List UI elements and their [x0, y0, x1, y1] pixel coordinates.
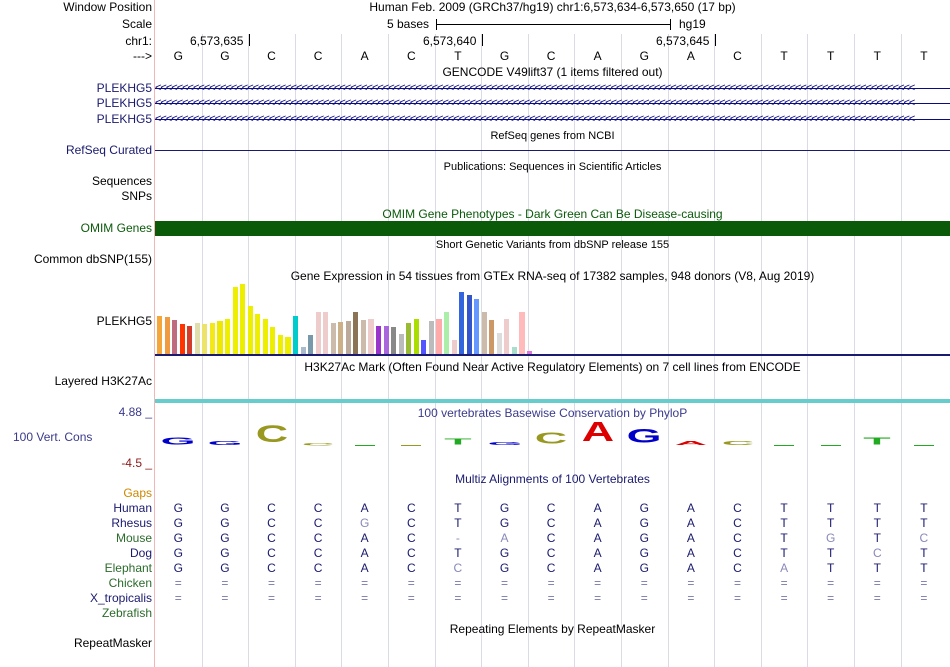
multiz-base: A	[686, 531, 695, 545]
multiz-base: A	[593, 531, 602, 545]
multiz-base: =	[547, 576, 555, 590]
multiz-base: C	[313, 561, 323, 575]
refseq-gene-line[interactable]	[155, 150, 950, 151]
refseq-track-title[interactable]: RefSeq genes from NCBI	[490, 130, 615, 142]
multiz-base: G	[173, 546, 183, 560]
multiz-base: =	[687, 576, 695, 590]
phylop-logo-letter: G	[626, 425, 662, 447]
window-position-value[interactable]: Human Feb. 2009 (GRCh37/hg19) chr1:6,573,634-6,573,650 (17 bp)	[369, 0, 736, 14]
multiz-base: C	[546, 501, 556, 515]
gtex-tissue-bar[interactable]	[346, 321, 351, 354]
multiz-base: =	[221, 576, 229, 590]
multiz-species-label[interactable]: Human	[113, 501, 152, 515]
multiz-base: G	[220, 546, 230, 560]
sequence-base: C	[546, 49, 556, 63]
gtex-tissue-bar[interactable]	[263, 319, 268, 354]
gtex-tissue-bar[interactable]	[157, 316, 162, 355]
gtex-tissue-bar[interactable]	[338, 322, 343, 354]
multiz-base: C	[546, 561, 556, 575]
multiz-base: C	[733, 561, 742, 575]
gtex-tissue-bar[interactable]	[399, 334, 404, 354]
phylop-logo-letter: G	[487, 441, 522, 447]
gtex-tissue-bar[interactable]	[202, 324, 207, 354]
gtex-tissue-bar[interactable]	[195, 323, 200, 355]
multiz-base: =	[361, 591, 369, 605]
gtex-tissue-bar[interactable]	[308, 335, 313, 354]
multiz-base: G	[639, 516, 649, 530]
multiz-species-label[interactable]: Mouse	[115, 531, 152, 545]
multiz-base: C	[919, 531, 929, 545]
gtex-tissue-bar[interactable]	[459, 292, 464, 354]
multiz-base: T	[920, 501, 928, 515]
gtex-tissue-bar[interactable]	[187, 326, 192, 354]
multiz-base: C	[546, 546, 556, 560]
multiz-base: A	[686, 516, 695, 530]
multiz-base: T	[780, 516, 788, 530]
gtex-tissue-bar[interactable]	[452, 340, 457, 354]
omim-track-title[interactable]: OMIM Gene Phenotypes - Dark Green Can Be Disease-causing	[382, 207, 723, 221]
gtex-tissue-bar[interactable]	[165, 317, 170, 354]
snps-label[interactable]: SNPs	[121, 189, 152, 203]
multiz-base: T	[873, 531, 881, 545]
multiz-base: A	[360, 501, 369, 515]
multiz-base: A	[500, 531, 509, 545]
multiz-base: =	[267, 576, 275, 590]
gtex-tissue-bar[interactable]	[361, 320, 366, 354]
gtex-tissue-bar[interactable]	[172, 320, 177, 354]
omim-genes-label[interactable]: OMIM Genes	[80, 221, 152, 235]
strand-arrow-label: --->	[133, 49, 152, 63]
multiz-base: =	[267, 591, 275, 605]
gtex-tissue-bar[interactable]	[316, 312, 321, 354]
h3k27ac-label[interactable]: Layered H3K27Ac	[54, 374, 152, 388]
gtex-tissue-bar[interactable]	[240, 284, 245, 354]
phylop-conservation-logo[interactable]	[155, 416, 950, 460]
position-tick-3: 6,573,645	[656, 34, 710, 48]
multiz-base: =	[733, 576, 741, 590]
multiz-base: A	[593, 501, 602, 515]
multiz-base: =	[920, 576, 928, 590]
sequence-base: T	[920, 49, 928, 63]
multiz-base: =	[174, 591, 182, 605]
sequence-base: T	[873, 49, 881, 63]
multiz-base: =	[687, 591, 695, 605]
gtex-tissue-bar[interactable]	[278, 335, 283, 354]
multiz-base: G	[173, 531, 183, 545]
gtex-tissue-bar[interactable]	[406, 323, 411, 355]
sequence-base: A	[360, 49, 369, 63]
multiz-base: C	[313, 501, 323, 515]
dbsnp-label[interactable]: Common dbSNP(155)	[33, 252, 152, 266]
gtex-tissue-bar[interactable]	[421, 340, 426, 354]
gencode-item-label-3[interactable]: PLEKHG5	[96, 112, 152, 126]
phylop-logo-letter: A	[674, 440, 708, 447]
multiz-base: C	[267, 561, 276, 575]
multiz-base: T	[780, 531, 788, 545]
chrom-label: chr1:	[125, 34, 152, 48]
gencode-item-label-2[interactable]: PLEKHG5	[96, 96, 152, 110]
gtex-tissue-bar[interactable]	[519, 312, 524, 354]
gtex-tissue-bar[interactable]	[512, 347, 517, 354]
position-tick-mark-3	[715, 34, 716, 46]
multiz-base: =	[780, 591, 788, 605]
multiz-base: =	[920, 591, 928, 605]
multiz-base: T	[454, 546, 462, 560]
multiz-base: =	[873, 576, 881, 590]
multiz-species-label[interactable]: Zebrafish	[101, 606, 152, 620]
sequence-base: C	[733, 49, 742, 63]
multiz-base: C	[733, 531, 742, 545]
multiz-base: A	[780, 561, 789, 575]
phylop-logo-letter: G	[207, 440, 243, 447]
multiz-base: G	[220, 501, 230, 515]
multiz-base: T	[827, 501, 835, 515]
gencode-transcript-2[interactable]: <<<<<<<<<<<<<<<<<<<<<<<<<<<<<<<<<<<<<<<<<<<<<<<<<<<<<<<<<<<<<<<<<<<<<<<<<<<<<<<<<<<<<<<<<<<<<<<<<<<<<<<<<<<<<<<<<<<<<<<<<<<<<<<<<<<<<<<<<<<<	[155, 96, 950, 111]
gencode-transcript-3[interactable]: <<<<<<<<<<<<<<<<<<<<<<<<<<<<<<<<<<<<<<<<<<<<<<<<<<<<<<<<<<<<<<<<<<<<<<<<<<<<<<<<<<<<<<<<<<<<<<<<<<<<<<<<<<<<<<<<<<<<<<<<<<<<<<<<<<<<<<<<<<<<	[155, 112, 950, 127]
multiz-base: A	[593, 561, 602, 575]
phylop-min-value: -4.5 _	[121, 456, 152, 470]
multiz-base: A	[593, 546, 602, 560]
gtex-tissue-bar[interactable]	[217, 321, 222, 354]
multiz-base: G	[639, 561, 649, 575]
phylop-logo-letter	[355, 445, 375, 446]
multiz-base: G	[499, 516, 510, 530]
multiz-base: =	[174, 576, 182, 590]
multiz-species-label[interactable]: Elephant	[104, 561, 152, 575]
multiz-base: C	[267, 531, 276, 545]
multiz-base: T	[873, 561, 881, 575]
position-tick-mark-1	[249, 34, 250, 46]
scale-assembly: hg19	[679, 17, 706, 31]
gtex-tissue-bar[interactable]	[444, 312, 449, 354]
gtex-tissue-bar[interactable]	[255, 314, 260, 354]
phylop-logo-letter	[774, 445, 794, 446]
gtex-tissue-bar[interactable]	[368, 319, 373, 354]
repeatmasker-label[interactable]: RepeatMasker	[73, 636, 152, 650]
gencode-item-label-1[interactable]: PLEKHG5	[96, 81, 152, 95]
gtex-gene-label[interactable]: PLEKHG5	[96, 314, 152, 328]
repeatmasker-track-title[interactable]: Repeating Elements by RepeatMasker	[449, 622, 656, 636]
phylop-logo-letter: T	[444, 437, 472, 447]
multiz-base: =	[640, 576, 648, 590]
multiz-base: A	[686, 561, 695, 575]
multiz-species-label[interactable]: Rhesus	[111, 516, 152, 530]
multiz-base: T	[827, 516, 835, 530]
phylop-logo-letter	[821, 445, 841, 446]
multiz-base: T	[827, 561, 835, 575]
multiz-base: T	[873, 516, 881, 530]
gtex-tissue-bar[interactable]	[285, 337, 290, 355]
gtex-tissue-bar[interactable]	[482, 312, 487, 354]
multiz-base: T	[827, 546, 835, 560]
scale-bar-right	[670, 19, 671, 30]
multiz-base: T	[454, 516, 462, 530]
gtex-tissue-bar[interactable]	[331, 323, 336, 355]
gtex-tissue-bar[interactable]	[323, 312, 328, 354]
sequences-label[interactable]: Sequences	[91, 174, 152, 188]
multiz-base: T	[780, 501, 788, 515]
sequence-base: T	[780, 49, 788, 63]
phylop-logo-letter: C	[255, 420, 288, 447]
multiz-base: G	[499, 561, 510, 575]
gtex-track-title[interactable]: Gene Expression in 54 tissues from GTEx RNA-seq of 17382 samples, 948 donors (V8, Aug 2019)	[290, 269, 815, 283]
multiz-base: G	[360, 516, 370, 530]
phylop-logo-letter: C	[301, 442, 335, 447]
gtex-tissue-bar[interactable]	[414, 319, 419, 354]
sequence-base: A	[593, 49, 602, 63]
multiz-base: G	[639, 531, 649, 545]
multiz-base: A	[360, 561, 369, 575]
multiz-base: G	[173, 501, 183, 515]
sequence-base: T	[454, 49, 462, 63]
multiz-base: =	[594, 576, 602, 590]
gtex-tissue-bar[interactable]	[489, 320, 494, 354]
multiz-base: G	[220, 516, 230, 530]
multiz-base: -	[455, 531, 460, 545]
multiz-base: G	[826, 531, 836, 545]
gtex-tissue-bar[interactable]	[504, 319, 509, 354]
phylop-logo-letter	[914, 445, 934, 446]
multiz-base: C	[406, 531, 416, 545]
multiz-base: =	[873, 591, 881, 605]
multiz-base: C	[313, 516, 323, 530]
multiz-base: G	[220, 531, 230, 545]
sequence-base: T	[827, 49, 835, 63]
multiz-base: =	[361, 576, 369, 590]
h3k27ac-track-title[interactable]: H3K27Ac Mark (Often Found Near Active Regulatory Elements) on 7 cell lines from ENCODE	[304, 360, 801, 374]
multiz-base: C	[733, 501, 742, 515]
multiz-track-title[interactable]: Multiz Alignments of 100 Vertebrates	[455, 472, 650, 486]
multiz-base: G	[639, 546, 649, 560]
sequence-base: C	[313, 49, 323, 63]
multiz-base: T	[920, 516, 928, 530]
sequence-base: G	[220, 49, 230, 63]
multiz-base: C	[733, 546, 742, 560]
gtex-tissue-bar[interactable]	[391, 327, 396, 354]
multiz-base: T	[873, 501, 881, 515]
multiz-base: T	[780, 546, 788, 560]
multiz-base: =	[314, 591, 322, 605]
multiz-base: C	[313, 531, 323, 545]
gencode-track-title[interactable]: GENCODE V49lift37 (1 items filtered out)	[442, 65, 663, 79]
h3k27ac-signal[interactable]	[155, 399, 950, 403]
multiz-base: =	[640, 591, 648, 605]
gtex-tissue-bar[interactable]	[233, 287, 238, 354]
multiz-base: C	[267, 516, 276, 530]
phylop-logo-letter: C	[534, 429, 568, 447]
phylop-max-value: 4.88 _	[118, 405, 152, 419]
gtex-tissue-bar[interactable]	[301, 347, 306, 354]
phylop-logo-letter: G	[160, 435, 196, 447]
multiz-species-label[interactable]: Dog	[129, 546, 152, 560]
multiz-base: G	[499, 501, 510, 515]
multiz-base: C	[546, 516, 556, 530]
multiz-base: C	[267, 501, 276, 515]
multiz-base: G	[173, 561, 183, 575]
sequence-base: G	[639, 49, 649, 63]
multiz-base: =	[827, 576, 835, 590]
multiz-base: T	[454, 501, 462, 515]
gencode-transcript-1[interactable]: <<<<<<<<<<<<<<<<<<<<<<<<<<<<<<<<<<<<<<<<<<<<<<<<<<<<<<<<<<<<<<<<<<<<<<<<<<<<<<<<<<<<<<<<<<<<<<<<<<<<<<<<<<<<<<<<<<<<<<<<<<<<<<<<<<<<<<<<<<<<	[155, 81, 950, 96]
multiz-gaps-label[interactable]: Gaps	[123, 486, 152, 500]
sequence-base: C	[267, 49, 276, 63]
multiz-base: A	[360, 546, 369, 560]
multiz-base: T	[920, 561, 928, 575]
gtex-tissue-bar[interactable]	[180, 324, 185, 354]
window-position-label: Window Position	[63, 0, 152, 14]
multiz-base: =	[314, 576, 322, 590]
multiz-base: =	[547, 591, 555, 605]
multiz-base: A	[686, 546, 695, 560]
gtex-tissue-bar[interactable]	[225, 319, 230, 354]
gtex-tissue-bar[interactable]	[474, 299, 479, 354]
multiz-base: =	[221, 591, 229, 605]
gtex-tissue-bar[interactable]	[467, 295, 472, 355]
scale-bar	[436, 24, 670, 25]
multiz-base: =	[407, 591, 415, 605]
multiz-species-label[interactable]: Chicken	[108, 576, 152, 590]
multiz-base: G	[173, 516, 183, 530]
multiz-base: =	[733, 591, 741, 605]
multiz-base: =	[827, 591, 835, 605]
multiz-base: C	[453, 561, 463, 575]
multiz-base: G	[499, 546, 510, 560]
multiz-base: C	[313, 546, 323, 560]
gtex-tissue-bar[interactable]	[429, 321, 434, 354]
sequence-base: C	[406, 49, 416, 63]
publications-track-title[interactable]: Publications: Sequences in Scientific Articles	[443, 161, 662, 173]
multiz-base: G	[220, 561, 230, 575]
multiz-base: A	[360, 531, 369, 545]
position-tick-1: 6,573,635	[190, 34, 244, 48]
multiz-base: =	[500, 591, 508, 605]
sequence-base: G	[499, 49, 510, 63]
phylop-logo-letter	[401, 445, 421, 446]
multiz-species-label[interactable]: X_tropicalis	[89, 591, 152, 605]
position-tick-2: 6,573,640	[423, 34, 477, 48]
dbsnp-track-title[interactable]: Short Genetic Variants from dbSNP release 155	[435, 239, 670, 251]
multiz-base: C	[872, 546, 882, 560]
gtex-tissue-bar[interactable]	[497, 333, 502, 354]
multiz-base: C	[406, 546, 416, 560]
multiz-base: C	[406, 516, 416, 530]
sequence-base: G	[173, 49, 183, 63]
gtex-gene-line	[155, 354, 950, 356]
gtex-tissue-bar[interactable]	[248, 306, 253, 354]
refseq-curated-label[interactable]: RefSeq Curated	[65, 143, 152, 157]
multiz-base: C	[267, 546, 276, 560]
multiz-base: A	[686, 501, 695, 515]
phylop-label[interactable]: 100 Vert. Cons	[13, 430, 93, 444]
multiz-base: C	[546, 531, 556, 545]
phylop-logo-letter: C	[721, 440, 754, 447]
gtex-tissue-bar[interactable]	[353, 312, 358, 354]
multiz-base: =	[500, 576, 508, 590]
sequence-base: A	[686, 49, 695, 63]
multiz-base: C	[406, 561, 416, 575]
multiz-base: =	[454, 576, 462, 590]
multiz-base: A	[593, 516, 602, 530]
multiz-base: =	[780, 576, 788, 590]
multiz-base: =	[407, 576, 415, 590]
phylop-logo-letter: T	[863, 435, 891, 447]
gtex-tissue-bar[interactable]	[376, 326, 381, 354]
gtex-tissue-bar[interactable]	[293, 316, 298, 355]
phylop-logo-letter: A	[581, 416, 614, 447]
multiz-base: =	[454, 591, 462, 605]
omim-gene-bar[interactable]	[155, 221, 950, 236]
multiz-base: C	[733, 516, 742, 530]
multiz-base: =	[594, 591, 602, 605]
multiz-base: T	[920, 546, 928, 560]
gtex-tissue-bar[interactable]	[270, 327, 275, 354]
gtex-expression-chart[interactable]	[155, 284, 950, 354]
gtex-tissue-bar[interactable]	[436, 319, 441, 354]
multiz-base: C	[406, 501, 416, 515]
gtex-tissue-bar[interactable]	[384, 326, 389, 354]
gtex-tissue-bar[interactable]	[210, 323, 215, 355]
scale-value: 5 bases	[387, 17, 430, 31]
position-tick-mark-2	[482, 34, 483, 46]
scale-label: Scale	[121, 17, 152, 31]
multiz-base: G	[639, 501, 649, 515]
phylop-track-title[interactable]: 100 vertebrates Basewise Conservation by PhyloP	[417, 406, 688, 420]
